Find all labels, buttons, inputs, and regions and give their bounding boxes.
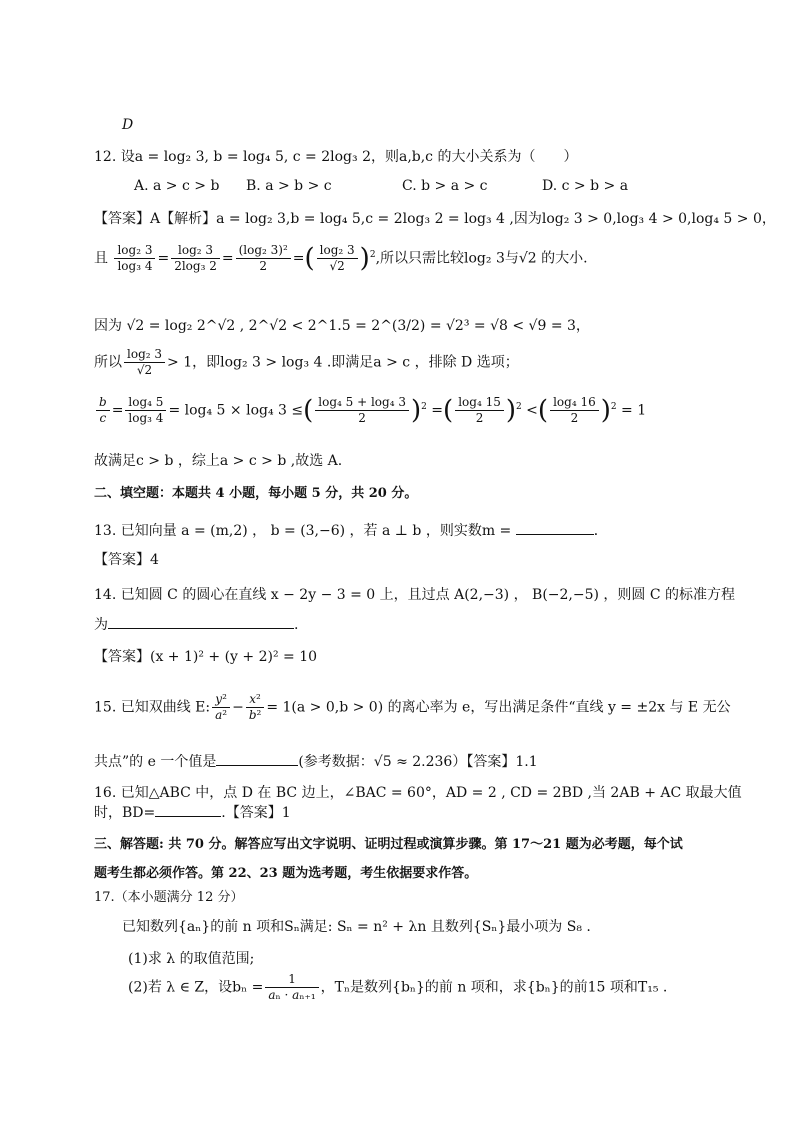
question-15-line-2b: (参考数据：√5 ≈ 2.236）【答案】1.1 (298, 754, 538, 770)
fraction-sum-over-2: $\frac{\text{log₄ 5 + log₄ 3}}{2}$ (315, 395, 409, 426)
question-17-part-1: (1)求 λ 的取值范围; (128, 951, 255, 967)
question-13-answer: 【答案】4 (94, 552, 159, 568)
question-16-line-2a: 时，BD= (94, 805, 156, 821)
choice-b: B. a > b > c (246, 178, 332, 194)
paren-left-2: ( (303, 395, 314, 426)
fraction-1-over-an-an1: $\frac{1}{\text{aₙ · aₙ₊₁}}$ (265, 972, 318, 1003)
question-12-answer: 【答案】A【解析】a = log₂ 3,b = log₄ 5,c = 2log₃ 2 = log₃ 4 ,因为log₂ 3 > 0,log₃ 4 > 0,log₄ 5 > 0， (94, 211, 776, 227)
question-15-line-2 (94, 751, 714, 771)
paren-right-2: ) (410, 395, 422, 426)
choice-c: C. b > a > c (402, 178, 488, 194)
choice-d: D. c > b > a (542, 178, 629, 194)
paren-right-4: ) (600, 395, 611, 426)
fraction-log415-over-2: $\frac{\text{log₄ 15}}{2}$ (455, 395, 504, 426)
question-12-stem: 12. 设a = log₂ 3, b = log₄ 5, c = 2log₃ 2，则a,b,c 的大小关系为（ ） (94, 149, 578, 165)
question-12-derivation-1: 且 $\frac{\text{log₂ 3}}{\text{log₃ 4}}$ = $\frac{\text{log₂ 3}}{\text{2log₃ 2}}$ = $\frac{\text{(log₂ 3)²}}{2}$ =( $\frac{\text{log₂ 3}}{√2}$ )$^2$,所以只需比较log₂ 3与√2 的大小. (94, 243, 588, 274)
paren-right: ) (359, 243, 370, 274)
question-14-blank (108, 616, 294, 629)
fraction-log23-over-log34: $\frac{\text{log₂ 3}}{\text{log₃ 4}}$ (114, 243, 155, 274)
derivation-3-suffix: > 1，即log₂ 3 > log₃ 4 .即满足a > c ，排除 D 选项； (167, 354, 519, 371)
question-13-end: ． (593, 523, 608, 539)
question-17-part-2 (128, 972, 714, 1003)
question-17-title: 17.（本小题满分 12 分） (94, 890, 244, 905)
question-14-answer: 【答案】(x + 1)² + (y + 2)² = 10 (94, 649, 318, 665)
question-12-derivation-4: $\frac{b}{c}$ = $\frac{\text{log₄ 5}}{\text{log₃ 4}}$ = log₄ 5 × log₄ 3 ≤( $\frac{\text{log₄ 5 + log₄ 3}}{2}$ )$^2$ =( $\frac{\text{log₄ 15}}{2}$ )$^2$ <( $\frac{\text{log₄ 16}}{2}$ )$^2$ = 1 (94, 395, 714, 426)
fraction-b-over-c: $\frac{b}{c}$ (96, 395, 110, 426)
question-13-stem (94, 520, 714, 540)
question-13-blank (516, 522, 594, 535)
fraction-log23-over-root2-b: $\frac{\text{log₂ 3}}{√2}$ (124, 347, 165, 378)
question-16-blank (155, 804, 221, 817)
question-14-line-2 (94, 614, 714, 634)
previous-answer: D (122, 117, 134, 133)
question-15-line-2a: 共点”的 e 一个值是 (94, 754, 217, 770)
question-15-blank (216, 753, 298, 766)
section-2-heading: 二、填空题：本题共 4 小题，每小题 5 分，共 20 分。 (94, 486, 418, 501)
paren-right-3: ) (505, 395, 516, 426)
fraction-log23-over-2log32: $\frac{\text{log₂ 3}}{\text{2log₃ 2}}$ (171, 243, 220, 274)
derivation-3-prefix: 所以 (94, 354, 122, 371)
section-3-heading-line-2: 题考生都必须作答。第 22、23 题为选考题，考生依据要求作答。 (94, 866, 478, 881)
fraction-y2-over-a2: $\frac{\text{y²}}{\text{a²}}$ (212, 692, 230, 723)
derivation-1-suffix: ,所以只需比较log₂ 3与√2 的大小. (375, 250, 588, 267)
paren-left-3: ( (443, 395, 454, 426)
question-12-conclusion: 故满足c > b ，综上a > c > b ,故选 A. (94, 453, 343, 469)
paren-left: ( (304, 243, 315, 274)
question-15-mid: = 1(a > 0,b > 0) 的离心率为 e，写出满足条件“直线 y = ±2x 与 E 无公 (266, 699, 731, 716)
question-12-derivation-2: 因为 √2 = log₂ 2^√2 , 2^√2 < 2^1.5 = 2^(3/2) = √2³ = √8 < √9 = 3， (94, 318, 590, 334)
question-15-line-1: 15. 已知双曲线 E: $\frac{\text{y²}}{\text{a²}}$ − $\frac{\text{x²}}{\text{b²}}$ = 1(a > 0,b > 0) 的离心率为 e，写出满足条件“直线 y = ±2x 与 E 无公 (94, 692, 731, 722)
fraction-log416-over-2: $\frac{\text{log₄ 16}}{2}$ (550, 395, 599, 426)
question-16-line-2b: .【答案】1 (221, 805, 291, 821)
question-17-part-2-suffix: ，Tₙ是数列{bₙ}的前 n 项和，求{bₙ}的前15 项和T₁₅ . (320, 979, 668, 996)
choice-a: A. a > c > b (134, 178, 220, 194)
paren-left-4: ( (537, 395, 549, 426)
question-14-prefix: 为 (94, 617, 108, 633)
question-13-text: 13. 已知向量 a = (m,2) ， b = (3,−6) ，若 a ⊥ b ，则实数m = (94, 523, 516, 539)
question-15-prefix: 15. 已知双曲线 E: (94, 699, 211, 716)
section-3-heading-line-1: 三、解答题: 共 70 分。解答应写出文字说明、证明过程或演算步骤。第 17～21 题为必考题，每个试 (94, 837, 683, 852)
question-14-line-1: 14. 已知圆 C 的圆心在直线 x − 2y − 3 = 0 上，且过点 A(2,−3) ， B(−2,−5) ，则圆 C 的标准方程 (94, 587, 736, 603)
fraction-square-over-2: $\frac{\text{(log₂ 3)²}}{2}$ (236, 243, 291, 274)
derivation-1-prefix: 且 (94, 250, 108, 267)
fraction-x2-over-b2: $\frac{\text{x²}}{\text{b²}}$ (246, 692, 265, 723)
question-16-line-1: 16. 已知△ABC 中，点 D 在 BC 边上，∠BAC = 60°，AD = 2 , CD = 2BD ,当 2AB + AC 取最大值 (94, 785, 742, 801)
fraction-log45-over-log34: $\frac{\text{log₄ 5}}{\text{log₃ 4}}$ (125, 395, 166, 426)
question-16-line-2 (94, 802, 714, 822)
question-14-end: . (294, 617, 299, 633)
fraction-log23-over-root2: $\frac{\text{log₂ 3}}{√2}$ (317, 243, 358, 274)
question-17-stem: 已知数列{aₙ}的前 n 项和Sₙ满足: Sₙ = n² + λn 且数列{Sₙ}最小项为 S₈ . (122, 919, 591, 935)
question-12-derivation-3 (94, 347, 714, 378)
question-17-part-2-prefix: (2)若 λ ∈ Z，设bₙ = (128, 979, 264, 996)
